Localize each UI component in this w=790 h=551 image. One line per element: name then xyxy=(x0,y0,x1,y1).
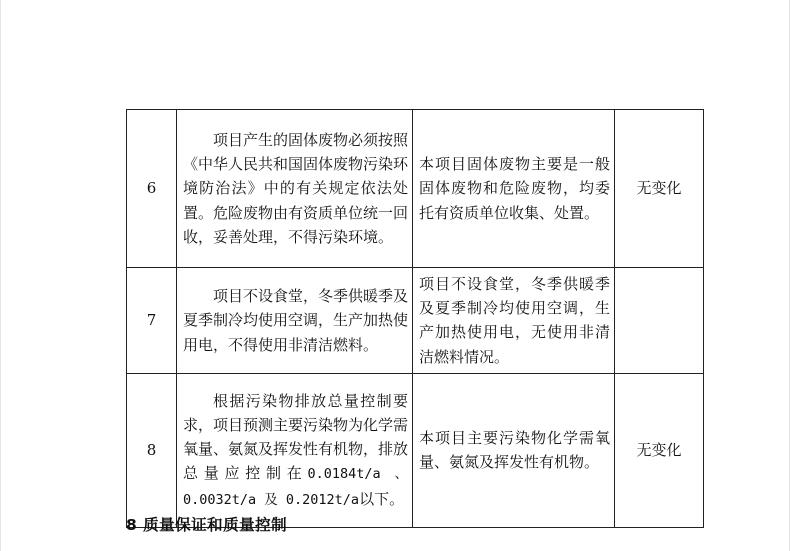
requirement-cell xyxy=(177,373,413,527)
status-cell: 本项目主要污染物化学需氧量、氨氮及挥发性有机物。 xyxy=(413,373,615,527)
row-number: 8 xyxy=(127,373,177,527)
change-cell xyxy=(615,268,704,374)
status-cell: 本项目固体废物主要是一般固体废物和危险废物，均委托有资质单位收集、处置。 xyxy=(413,110,615,268)
row-number: 6 xyxy=(127,110,177,268)
requirement-cell: 项目不设食堂，冬季供暖季及夏季制冷均使用空调，生产加热使用电，不得使用非清洁燃料。 xyxy=(177,268,413,374)
requirement-cell: 项目产生的固体废物必须按照《中华人民共和国固体废物污染环境防治法》中的有关规定依法处置。危险废物由有资质单位统一回收，妥善处理，不得污染环境。 xyxy=(177,110,413,268)
section-heading: 8 质量保证和质量控制 xyxy=(126,516,288,534)
table-row xyxy=(127,268,704,374)
requirement-suffix: 以下。 xyxy=(359,489,405,508)
table-row xyxy=(127,373,704,527)
emission-limit-values: 0.0184t/a 、 0.0032t/a 及 0.2012t/a xyxy=(183,466,408,508)
requirement-text: 根据污染物排放总量控制要求，项目预测主要污染物为化学需氧量、氨氮及挥发性有机物，排放总量应控制在 xyxy=(183,391,409,483)
change-cell: 无变化 xyxy=(615,110,704,268)
change-cell: 无变化 xyxy=(615,373,704,527)
row-number: 7 xyxy=(127,268,177,374)
comparison-table xyxy=(126,109,704,528)
status-cell: 项目不设食堂，冬季供暖季及夏季制冷均使用空调，生产加热使用电，无使用非清洁燃料情况。 xyxy=(413,268,615,374)
table-row xyxy=(127,110,704,268)
